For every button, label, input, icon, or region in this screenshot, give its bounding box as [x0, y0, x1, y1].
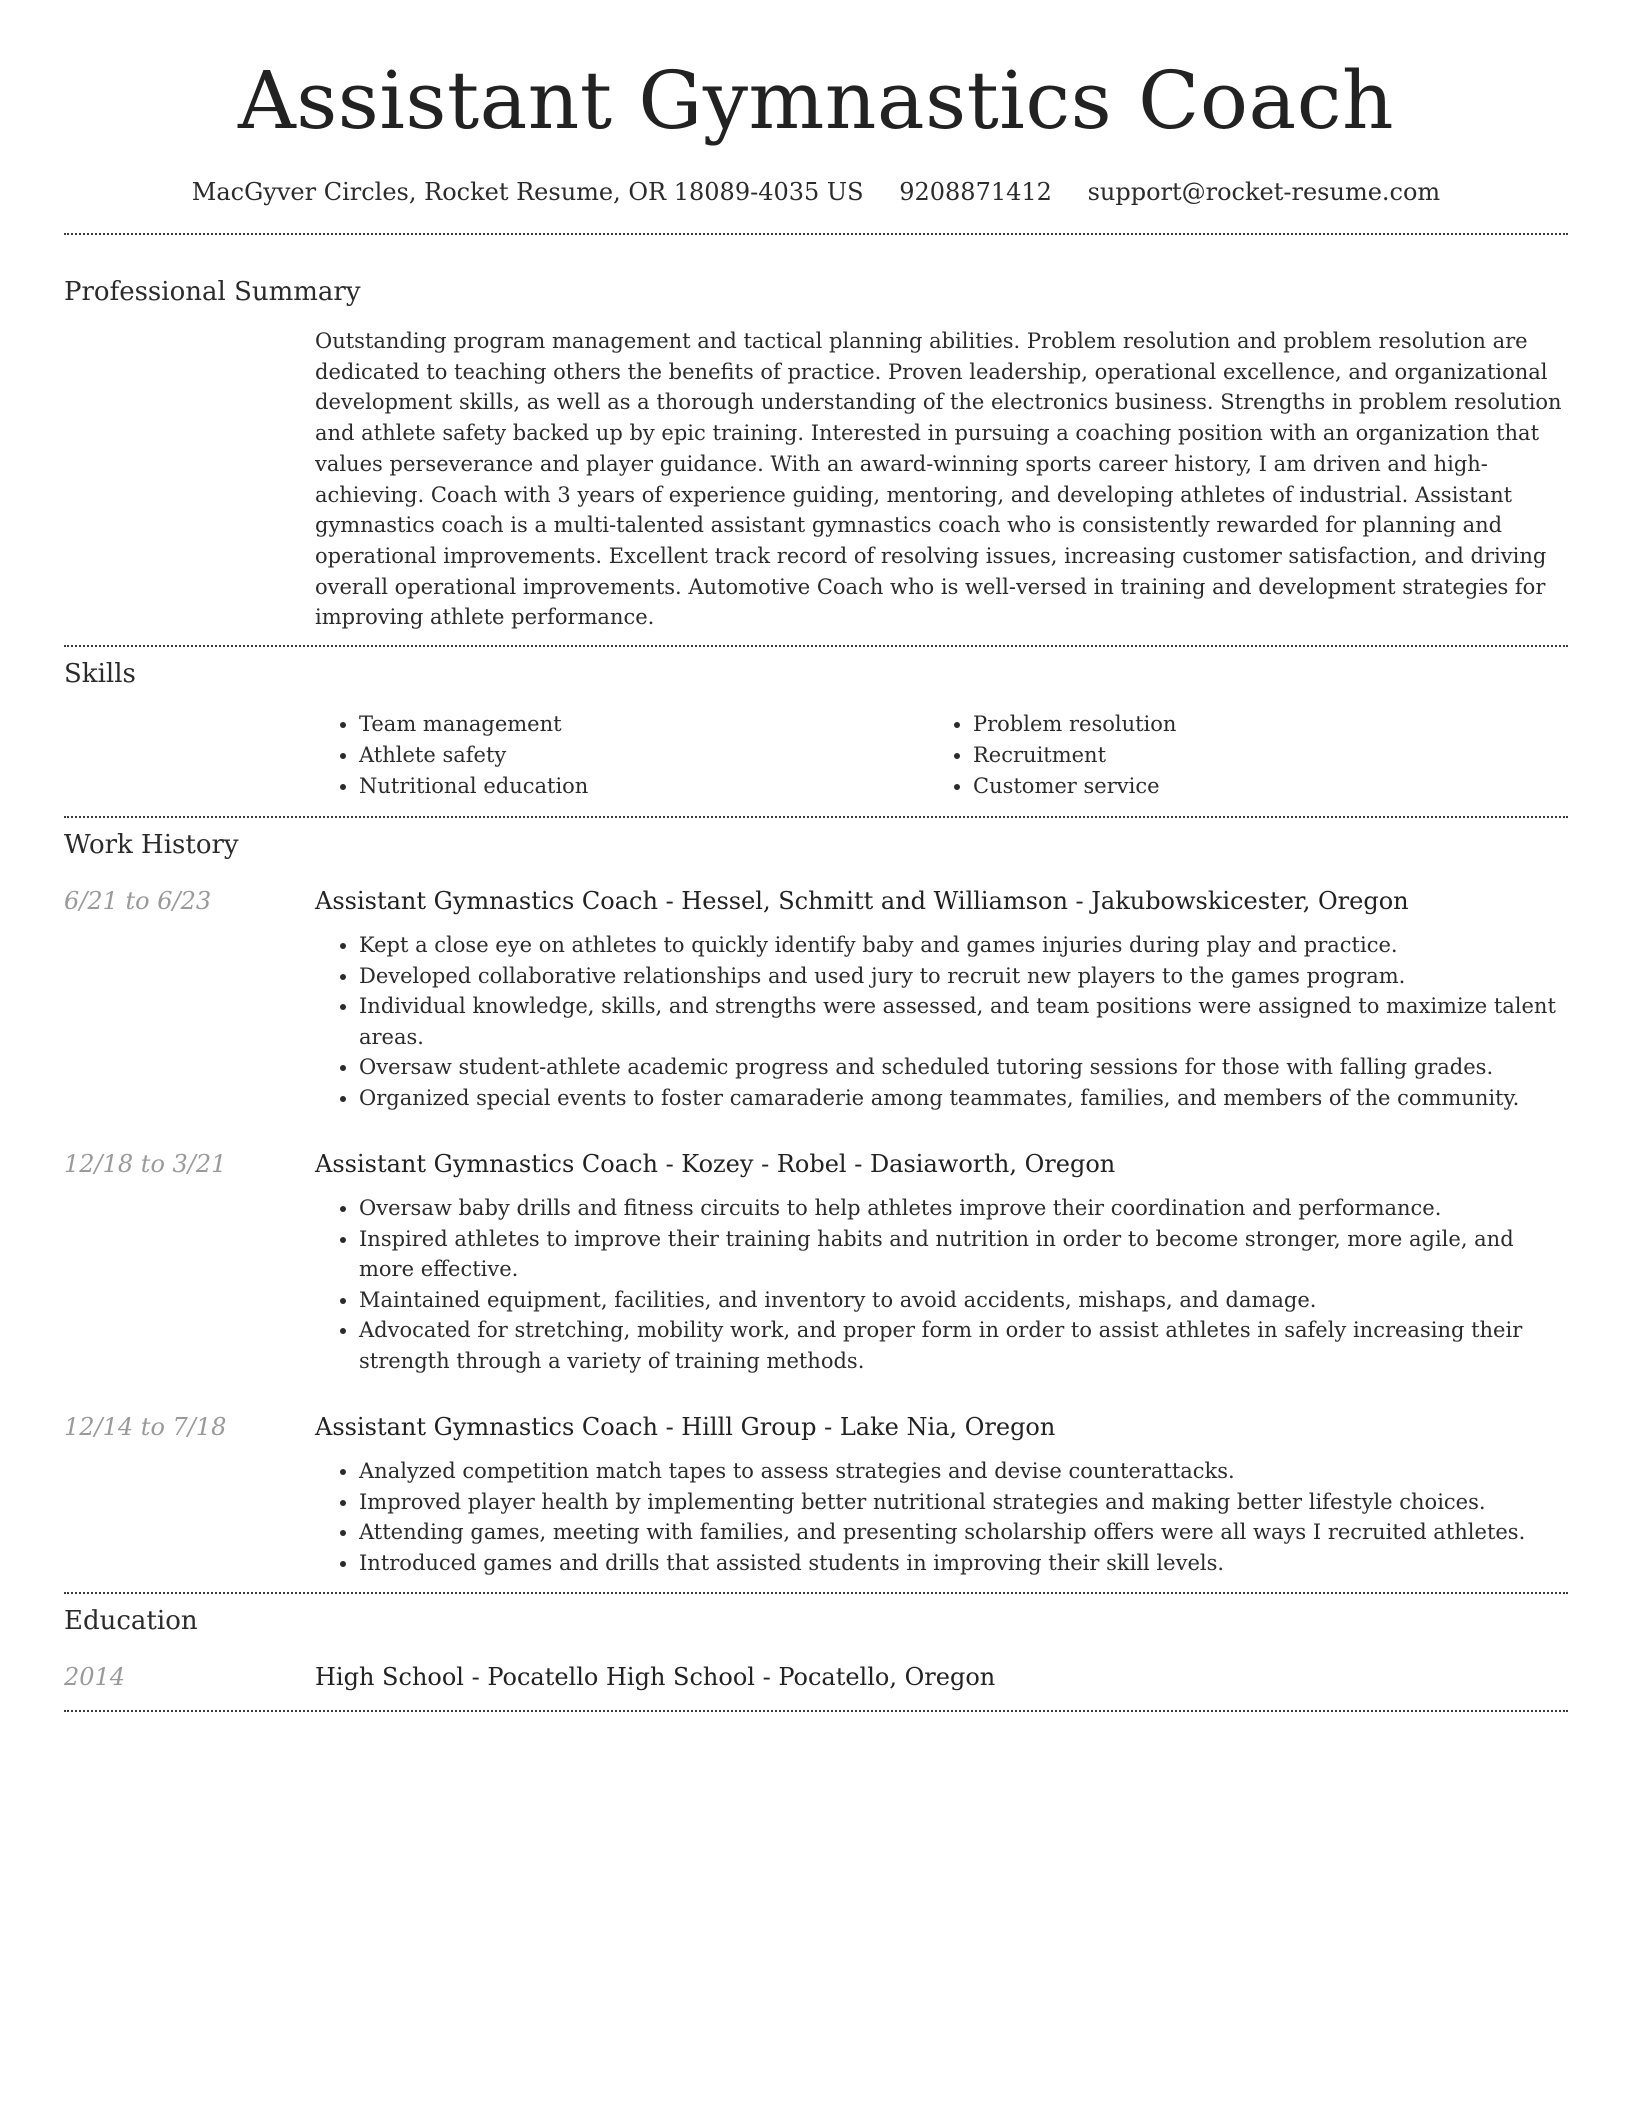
education-heading: Education	[64, 1606, 198, 1637]
job-entry	[64, 1147, 1568, 1376]
work-section	[64, 828, 1568, 1578]
job-title: Assistant Gymnastics Coach - Kozey - Robel - Dasiaworth, Oregon	[315, 1150, 1116, 1179]
job-bullet: • Inspired athletes to improve their training habits and nutrition in order to become stronger, more agile, and more effective.	[359, 1224, 1568, 1285]
job-bullet: • Oversaw student-athlete academic progress and scheduled tutoring sessions for those with falling grades.	[359, 1052, 1568, 1083]
contact-email: support@rocket-resume.com	[1087, 178, 1441, 206]
job-bullet: • Introduced games and drills that assisted students in improving their skill levels.	[359, 1548, 1568, 1579]
job-bullet: • Advocated for stretching, mobility work, and proper form in order to assist athletes in safely increasing their strength through a variety of training methods.	[359, 1315, 1568, 1376]
job-bullet: • Improved player health by implementing better nutritional strategies and making better lifestyle choices.	[359, 1487, 1568, 1518]
skill-item: • Athlete safety	[359, 740, 929, 771]
education-title: High School - Pocatello High School - Pocatello, Oregon	[315, 1663, 996, 1692]
work-heading: Work History	[64, 830, 239, 861]
skill-item: • Recruitment	[973, 740, 1543, 771]
job-title: Assistant Gymnastics Coach - Hilll Group - Lake Nia, Oregon	[315, 1413, 1056, 1442]
contact-line	[64, 176, 1568, 208]
skill-item: • Problem resolution	[973, 709, 1543, 740]
candidate-name: Assistant Gymnastics Coach	[237, 54, 1395, 147]
education-entry	[64, 1660, 1568, 1694]
job-bullet: • Kept a close eye on athletes to quickly identify baby and games injuries during play and practice.	[359, 930, 1568, 961]
job-title: Assistant Gymnastics Coach - Hessel, Schmitt and Williamson - Jakubowskicester, Oregon	[315, 887, 1409, 916]
job-bullet: • Oversaw baby drills and fitness circuits to help athletes improve their coordination and performance.	[359, 1193, 1568, 1224]
summary-section	[64, 275, 1568, 633]
job-bullet: • Maintained equipment, facilities, and inventory to avoid accidents, mishaps, and damage.	[359, 1285, 1568, 1316]
skills-column-right	[929, 709, 1543, 802]
divider	[64, 233, 1568, 235]
job-bullets	[315, 1456, 1568, 1578]
skill-item: • Team management	[359, 709, 929, 740]
job-bullet: • Organized special events to foster camaraderie among teammates, families, and members of the community.	[359, 1083, 1568, 1114]
resume-page	[64, 0, 1568, 1712]
skills-section	[64, 657, 1568, 802]
job-date: 12/14 to 7/18	[64, 1413, 227, 1442]
job-bullet: • Individual knowledge, skills, and strengths were assessed, and team positions were assigned to maximize talent areas.	[359, 991, 1568, 1052]
summary-text: Outstanding program management and tactical planning abilities. Problem resolution and problem resolution are dedicated to teaching others the benefits of practice. Proven leadership, operational excellence, and organizational development skills, as well as a thorough understanding of the electronics business. Strengths in problem resolution and athlete safety backed up by epic training. Interested in pursuing a coaching position with an organization that values perseverance and player guidance. With an award-winning sports career history, I am driven and high-achieving. Coach with 3 years of experience guiding, mentoring, and developing athletes of industrial. Assistant gymnastics coach is a multi-talented assistant gymnastics coach who is consistently rewarded for planning and operational improvements. Excellent track record of resolving issues, increasing customer satisfaction, and driving overall operational improvements. Automotive Coach who is well-versed in training and development strategies for improving athlete performance.	[315, 329, 1562, 630]
skills-heading: Skills	[64, 659, 136, 690]
skill-item: • Nutritional education	[359, 771, 929, 802]
education-date: 2014	[64, 1663, 126, 1692]
contact-phone: 9208871412	[899, 178, 1052, 206]
divider	[64, 645, 1568, 647]
divider	[64, 816, 1568, 818]
job-date: 12/18 to 3/21	[64, 1150, 227, 1179]
summary-heading: Professional Summary	[64, 277, 361, 307]
resume-header	[64, 0, 1568, 208]
job-bullet: • Developed collaborative relationships and used jury to recruit new players to the games program.	[359, 961, 1568, 992]
job-entry	[64, 884, 1568, 1113]
education-section	[64, 1604, 1568, 1694]
job-bullets	[315, 930, 1568, 1113]
job-bullet: • Analyzed competition match tapes to assess strategies and devise counterattacks.	[359, 1456, 1568, 1487]
contact-address: MacGyver Circles, Rocket Resume, OR 18089-4035 US	[191, 178, 864, 206]
divider	[64, 1592, 1568, 1594]
job-entry	[64, 1410, 1568, 1578]
job-bullet: • Attending games, meeting with families, and presenting scholarship offers were all ways I recruited athletes.	[359, 1517, 1568, 1548]
job-date: 6/21 to 6/23	[64, 887, 212, 916]
divider	[64, 1710, 1568, 1712]
skills-grid	[315, 709, 1568, 802]
skill-item: • Customer service	[973, 771, 1543, 802]
skills-column-left	[315, 709, 929, 802]
job-bullets	[315, 1193, 1568, 1376]
